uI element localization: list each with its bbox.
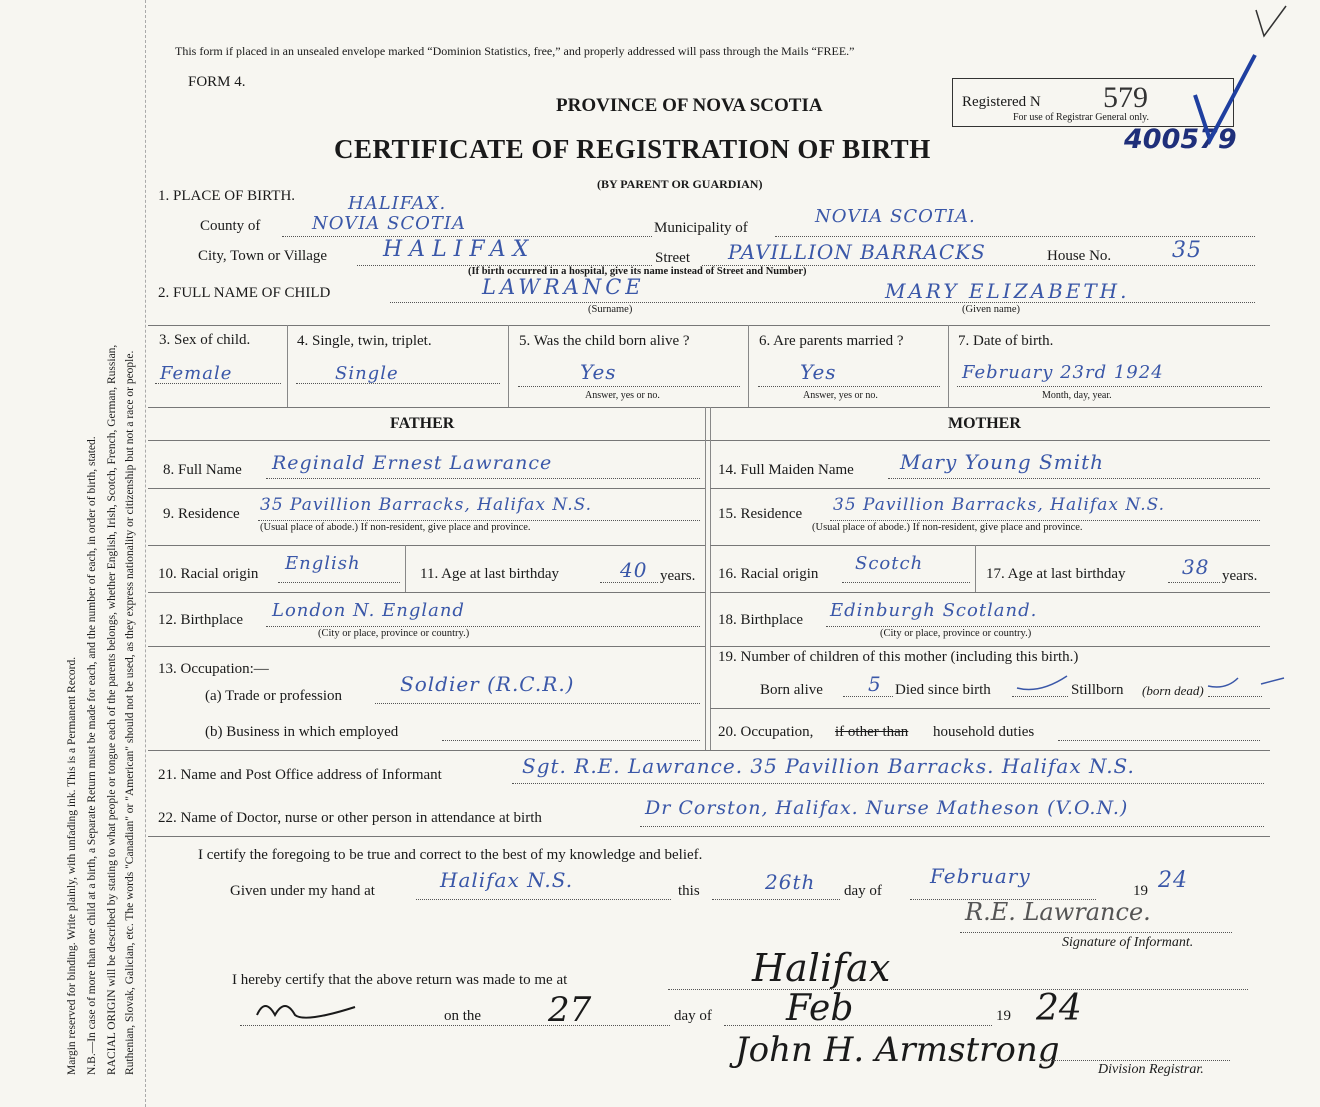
- margin-note-binding: Margin reserved for binding. Write plainly, with unfading ink. This is a Permanent Record.: [66, 656, 78, 1075]
- registrar-general-note: For use of Registrar General only.: [1013, 112, 1149, 123]
- sex-label: 3. Sex of child.: [159, 332, 251, 348]
- parents-married-note: Answer, yes or no.: [803, 390, 878, 401]
- born-alive-label: 5. Was the child born alive ?: [519, 333, 690, 349]
- mother-occupation-label: 20. Occupation,: [718, 724, 814, 740]
- mother-racial-origin-value: Scotch: [855, 553, 924, 574]
- born-alive-count-label: Born alive: [760, 682, 823, 698]
- registrar-day-value: 27: [548, 990, 592, 1030]
- died-since-birth-label: Died since birth: [895, 682, 991, 698]
- father-name-value: Reginald Ernest Lawrance: [272, 452, 553, 474]
- check-mark-icon: [1190, 50, 1260, 150]
- given-name-note: (Given name): [962, 304, 1021, 315]
- registrar-on-the-label: on the: [444, 1008, 482, 1024]
- mother-age-value: 38: [1182, 555, 1210, 579]
- place-of-birth-value: HALIFAX.: [348, 193, 447, 214]
- father-birthplace-value: London N. England: [272, 600, 465, 621]
- registrar-day-of-label: day of: [674, 1008, 712, 1024]
- father-racial-origin-label: 10. Racial origin: [158, 566, 259, 582]
- father-age-unit: years.: [660, 568, 696, 584]
- informant-certification: I certify the foregoing to be true and correct to the best of my knowledge and belief.: [198, 847, 703, 863]
- child-name-label: 2. FULL NAME OF CHILD: [158, 285, 331, 301]
- father-residence-note: (Usual place of abode.) If non-resident, give place and province.: [260, 522, 531, 533]
- attendant-value: Dr Corston, Halifax. Nurse Matheson (V.O.N.): [645, 797, 1129, 819]
- margin-note-racial-origin: RACIAL ORIGIN will be described by stating to what people or tongue each of the parents belongs, whether English, Irish, Scotch, French, German, Russian,: [106, 344, 118, 1075]
- given-day-of-label: day of: [844, 883, 882, 899]
- children-count-label: 19. Number of children of this mother (including this birth.): [718, 649, 1079, 665]
- plurality-label: 4. Single, twin, triplet.: [297, 333, 432, 349]
- stamped-number: 400579: [1124, 124, 1237, 155]
- parents-married-value: Yes: [800, 360, 837, 384]
- parents-married-label: 6. Are parents married ?: [759, 333, 904, 349]
- registrar-place-value: Halifax: [752, 946, 891, 990]
- mother-residence-value: 35 Pavillion Barracks, Halifax N.S.: [833, 495, 1166, 515]
- father-name-label: 8. Full Name: [163, 462, 242, 478]
- father-age-label: 11. Age at last birthday: [420, 566, 559, 582]
- mother-birthplace-value: Edinburgh Scotland.: [830, 600, 1038, 621]
- father-racial-origin-value: English: [285, 553, 361, 574]
- died-since-birth-dash-icon: [1015, 672, 1070, 694]
- mother-residence-note: (Usual place of abode.) If non-resident, give place and province.: [812, 522, 1083, 533]
- margin-note-multiple-births: N.B.—In case of more than one child at a birth, a Separate Return must be made for each, and the number of each, in order of birth, stated.: [86, 436, 98, 1075]
- municipality-label: Municipality of: [654, 220, 748, 236]
- child-surname-value: LAWRANCE: [482, 275, 645, 299]
- registrar-year-value: 24: [1036, 988, 1082, 1029]
- province-title: PROVINCE OF NOVA SCOTIA: [556, 95, 823, 116]
- registered-label: Registered N: [962, 94, 1041, 110]
- date-of-birth-note: Month, day, year.: [1042, 390, 1112, 401]
- informant-value: Sgt. R.E. Lawrance. 35 Pavillion Barracks. Halifax N.S.: [522, 754, 1135, 778]
- mother-racial-origin-label: 16. Racial origin: [718, 566, 819, 582]
- certificate-subtitle: (BY PARENT OR GUARDIAN): [597, 177, 763, 191]
- father-occupation-label: 13. Occupation:—: [158, 661, 269, 677]
- mother-residence-label: 15. Residence: [718, 506, 803, 522]
- business-label: (b) Business in which employed: [205, 724, 399, 740]
- certificate-title: CERTIFICATE OF REGISTRATION OF BIRTH: [334, 134, 931, 164]
- plurality-value: Single: [335, 363, 399, 384]
- born-alive-note: Answer, yes or no.: [585, 390, 660, 401]
- binding-margin-line: [145, 0, 146, 1107]
- born-alive-count-value: 5: [868, 672, 882, 696]
- father-heading: FATHER: [390, 415, 455, 432]
- registered-number: 579: [1103, 81, 1148, 114]
- this-label: this: [678, 883, 700, 899]
- mother-name-label: 14. Full Maiden Name: [718, 462, 854, 478]
- mother-birthplace-label: 18. Birthplace: [718, 612, 803, 628]
- house-number-value: 35: [1172, 238, 1202, 263]
- father-birthplace-label: 12. Birthplace: [158, 612, 243, 628]
- father-residence-value: 35 Pavillion Barracks, Halifax N.S.: [260, 495, 593, 515]
- hospital-note: (If birth occurred in a hospital, give its name instead of Street and Number): [468, 266, 807, 277]
- place-of-birth-label: 1. PLACE OF BIRTH.: [158, 188, 296, 204]
- county-value: NOVIA SCOTIA: [312, 213, 466, 234]
- child-given-value: MARY ELIZABETH.: [885, 279, 1130, 303]
- informant-label: 21. Name and Post Office address of Informant: [158, 767, 442, 783]
- municipality-value: NOVIA SCOTIA.: [815, 206, 976, 227]
- given-under-hand-label: Given under my hand at: [230, 883, 375, 899]
- registrar-signature-label: Division Registrar.: [1098, 1062, 1204, 1077]
- born-alive-value: Yes: [580, 360, 617, 384]
- father-residence-label: 9. Residence: [163, 506, 240, 522]
- mother-occupation-struck: if other than: [835, 724, 909, 740]
- registrar-year-prefix: 19: [996, 1008, 1011, 1024]
- registrar-month-value: Feb: [786, 988, 854, 1029]
- stillborn-label: Stillborn: [1071, 682, 1124, 698]
- stillborn-dash-icon: [1206, 672, 1286, 694]
- margin-note-racial-origin-2: Ruthenian, Slovak, Galician, etc. The words "Canadian" or "American" should not be used, as they express nationality or citizenship but not a race or people.: [124, 350, 136, 1075]
- given-place-value: Halifax N.S.: [440, 868, 574, 892]
- sex-value: Female: [160, 363, 233, 384]
- mother-occupation-tail: household duties: [933, 724, 1035, 740]
- mother-birthplace-note: (City or place, province or country.): [880, 628, 1032, 639]
- given-year-value: 24: [1158, 868, 1188, 893]
- street-label: Street: [655, 250, 690, 266]
- county-label: County of: [200, 218, 261, 234]
- mother-name-value: Mary Young Smith: [900, 450, 1105, 474]
- city-value: HALIFAX: [383, 237, 536, 262]
- trade-label: (a) Trade or profession: [205, 688, 343, 704]
- street-value: PAVILLION BARRACKS: [728, 240, 986, 264]
- given-day-value: 26th: [765, 870, 816, 894]
- mother-age-label: 17. Age at last birthday: [986, 566, 1126, 582]
- stillborn-note: (born dead): [1142, 683, 1204, 698]
- mail-notice: This form if placed in an unsealed envelope marked “Dominion Statistics, free,” and properly addressed will pass through the Mails “FREE.”: [175, 44, 855, 58]
- informant-signature: R.E. Lawrance.: [965, 898, 1151, 926]
- registrar-signature: John H. Armstrong: [735, 1030, 1060, 1070]
- mother-age-unit: years.: [1222, 568, 1258, 584]
- corner-check-icon: [1252, 4, 1292, 44]
- attendant-label: 22. Name of Doctor, nurse or other person in attendance at birth: [158, 810, 542, 826]
- father-age-value: 40: [620, 558, 648, 582]
- city-label: City, Town or Village: [198, 248, 328, 264]
- informant-signature-label: Signature of Informant.: [1062, 935, 1194, 950]
- house-number-label: House No.: [1047, 248, 1112, 264]
- date-of-birth-label: 7. Date of birth.: [958, 333, 1054, 349]
- given-year-prefix: 19: [1133, 883, 1148, 899]
- father-birthplace-note: (City or place, province or country.): [318, 628, 470, 639]
- trade-value: Soldier (R.C.R.): [400, 672, 575, 696]
- surname-note: (Surname): [588, 304, 633, 315]
- form-number: FORM 4.: [188, 74, 246, 90]
- registrar-scribble-icon: [255, 995, 365, 1025]
- registrar-certification: I hereby certify that the above return was made to me at: [232, 972, 568, 988]
- date-of-birth-value: February 23rd 1924: [962, 362, 1164, 383]
- mother-heading: MOTHER: [948, 415, 1021, 432]
- given-month-value: February: [930, 864, 1031, 888]
